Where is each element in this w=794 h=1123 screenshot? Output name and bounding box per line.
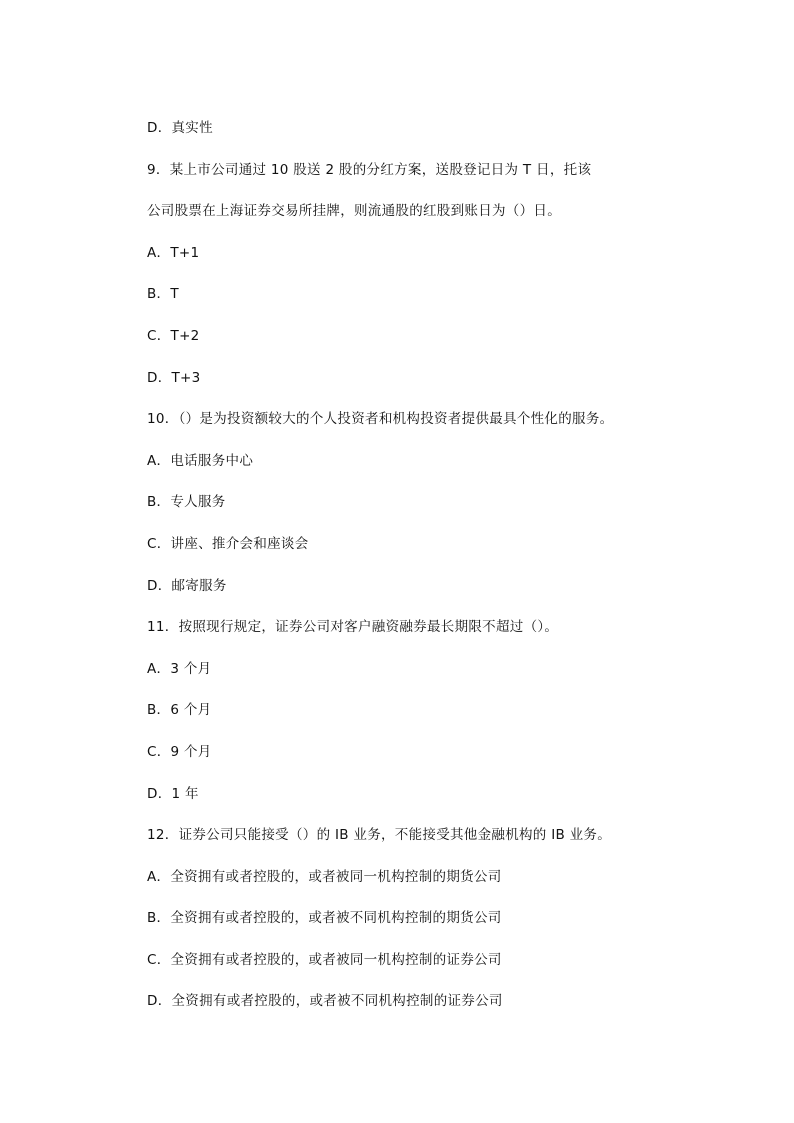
answer-option: D．1 年 [147, 785, 199, 802]
answer-option: C．全资拥有或者控股的，或者被同一机构控制的证券公司 [147, 951, 502, 968]
question-text: 12．证券公司只能接受（）的 IB 业务，不能接受其他金融机构的 IB 业务。 [147, 827, 612, 844]
answer-option: C．T+2 [147, 327, 200, 344]
answer-option: B．全资拥有或者控股的，或者被不同机构控制的期货公司 [147, 910, 502, 927]
answer-option: B．T [147, 286, 179, 303]
answer-option: D．全资拥有或者控股的，或者被不同机构控制的证券公司 [147, 993, 503, 1010]
answer-option: D．T+3 [147, 369, 201, 386]
question-text: 11．按照现行规定，证券公司对客户融资融券最长期限不超过（）。 [147, 619, 559, 636]
answer-option: B．6 个月 [147, 702, 212, 719]
question-text-continued: 公司股票在上海证券交易所挂牌，则流通股的红股到账日为（）日。 [147, 203, 561, 220]
answer-option: D．邮寄服务 [147, 577, 227, 594]
answer-option: A．全资拥有或者控股的，或者被同一机构控制的期货公司 [147, 868, 502, 885]
answer-option: A．3 个月 [147, 660, 212, 677]
answer-option: D．真实性 [147, 120, 213, 136]
question-text: 9．某上市公司通过 10 股送 2 股的分红方案，送股登记日为 T 日，托该 [147, 161, 592, 178]
answer-option: A．T+1 [147, 244, 200, 261]
question-text: 10．（）是为投资额较大的个人投资者和机构投资者提供最具个性化的服务。 [147, 411, 614, 428]
answer-option: C．讲座、推介会和座谈会 [147, 535, 309, 552]
answer-option: A．电话服务中心 [147, 452, 254, 469]
answer-option: C．9 个月 [147, 743, 212, 760]
answer-option: B．专人服务 [147, 494, 226, 511]
document-body [147, 118, 667, 1033]
